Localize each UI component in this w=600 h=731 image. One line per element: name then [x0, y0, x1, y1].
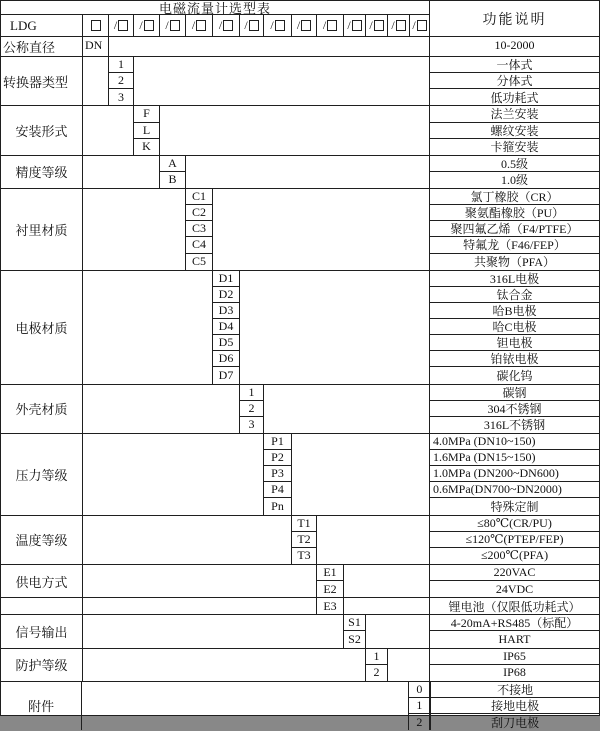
code-cell: D4	[213, 319, 239, 335]
code-cell: B	[168, 172, 177, 187]
desc-cell: 哈B电极	[430, 303, 599, 319]
desc-cell: 10-2000	[494, 37, 535, 52]
code-cell: P4	[264, 482, 291, 498]
group-label-housing-material: 外壳材质	[1, 385, 83, 433]
code-cell: C1	[186, 189, 212, 205]
group-label-accuracy: 精度等级	[1, 156, 83, 188]
model-code-box: /	[344, 15, 366, 36]
desc-cell: 锂电池（仅限低功耗式）	[448, 599, 581, 614]
code-cell: T2	[292, 532, 316, 548]
blank-box-icon	[144, 20, 154, 31]
desc-cell: 304不锈钢	[430, 401, 599, 417]
code-cell: E3	[323, 598, 337, 613]
blank-box-icon	[327, 20, 337, 31]
code-cell: T3	[297, 548, 311, 563]
model-code-box: /	[264, 15, 292, 36]
section-liner-material	[1, 189, 599, 271]
code-cell: P3	[264, 466, 291, 482]
code-cell: S1	[344, 615, 365, 631]
code-cell: C2	[186, 205, 212, 221]
code-cell: D7	[218, 367, 234, 382]
function-column-header: 功能说明	[482, 12, 547, 28]
section-accuracy	[1, 156, 599, 189]
desc-cell: 碳化钨	[496, 368, 533, 383]
blank-box-icon	[352, 20, 362, 31]
group-label-signal-output: 信号输出	[1, 615, 83, 647]
section-converter-type	[1, 57, 599, 106]
code-cell: C5	[191, 254, 206, 269]
blank-box-icon	[396, 20, 406, 31]
model-code-box: /	[109, 15, 134, 36]
section-electrode-material	[1, 271, 599, 385]
desc-cell: 0.5级	[430, 156, 599, 172]
model-code-box: /	[186, 15, 213, 36]
desc-cell: 卡箍安装	[490, 140, 539, 155]
section-housing-material	[1, 385, 599, 434]
section-protection	[1, 649, 599, 682]
section-installation	[1, 106, 599, 155]
desc-cell: 刮刀电极	[491, 715, 540, 730]
code-cell: C3	[186, 221, 212, 237]
code-cell: 1	[109, 57, 133, 73]
desc-cell: 316L电极	[430, 271, 599, 287]
model-code-row	[1, 15, 429, 36]
blank-box-icon	[170, 20, 180, 31]
desc-cell: 0.6MPa(DN700~DN2000)	[430, 482, 599, 498]
group-label-liner-material: 衬里材质	[1, 189, 83, 270]
desc-cell: 220VAC	[430, 565, 599, 581]
section-diameter	[1, 37, 599, 57]
model-code-box: /	[366, 15, 388, 36]
group-label-temperature: 温度等级	[1, 516, 83, 564]
model-code-box: /	[388, 15, 410, 36]
desc-cell: IP68	[503, 665, 526, 680]
model-code-box	[83, 15, 109, 36]
code-cell: 3	[118, 89, 124, 104]
code-cell: D1	[213, 271, 239, 287]
code-cell: P2	[264, 450, 291, 466]
group-label-protection: 防护等级	[1, 649, 83, 681]
model-code-box: /	[317, 15, 344, 36]
blank-box-icon	[374, 20, 384, 31]
desc-cell: 接地电极	[431, 698, 599, 714]
desc-cell: 316L不锈钢	[483, 418, 546, 433]
group-label-converter-type: 转换器类型	[1, 57, 83, 105]
model-code-box: /	[134, 15, 160, 36]
blank-box-icon	[249, 20, 259, 31]
code-cell: E1	[317, 565, 343, 581]
group-label-empty	[1, 598, 83, 614]
section-temperature	[1, 516, 599, 565]
desc-cell: ≤120℃(PTEP/FEP)	[430, 532, 599, 548]
code-cell: 3	[248, 417, 255, 432]
group-label-accessories: 附件	[1, 682, 82, 730]
model-prefix: LDG	[1, 15, 83, 36]
desc-cell: 螺纹安装	[430, 123, 599, 139]
table-header	[1, 1, 599, 37]
desc-cell: 不接地	[431, 682, 599, 698]
group-label-diameter: 公称直径	[1, 37, 83, 56]
code-cell: 1	[366, 649, 387, 665]
desc-cell: 法兰安装	[430, 106, 599, 122]
code-cell: 0	[409, 682, 429, 698]
code-cell: L	[134, 123, 159, 139]
blank-box-icon	[118, 20, 128, 31]
code-cell: 2	[240, 401, 263, 417]
code-cell: P1	[264, 434, 291, 450]
model-code-box: /	[410, 15, 429, 36]
model-code-box: /	[292, 15, 317, 36]
code-cell: A	[160, 156, 185, 172]
blank-box-icon	[275, 20, 285, 31]
code-cell: E2	[323, 581, 337, 596]
desc-cell: 碳钢	[430, 385, 599, 401]
section-power-supply-battery	[1, 598, 599, 615]
code-cell: 1	[409, 698, 429, 714]
blank-box-icon	[196, 20, 206, 31]
desc-cell: 24VDC	[495, 581, 534, 596]
desc-cell: ≤80℃(CR/PU)	[430, 516, 599, 532]
blank-box-icon	[417, 20, 427, 31]
desc-cell: 共聚物（PFA）	[473, 255, 556, 270]
code-cell: Pn	[271, 498, 284, 513]
code-cell: K	[142, 139, 151, 154]
group-label-installation: 安装形式	[1, 106, 83, 154]
code-cell: 2	[416, 714, 423, 729]
code-cell: S2	[348, 631, 361, 646]
model-code-box: /	[240, 15, 264, 36]
blank-box-icon	[223, 20, 233, 31]
desc-cell: 哈C电极	[430, 319, 599, 335]
desc-cell: 聚四氟乙烯（F4/PTFE）	[430, 221, 599, 237]
code-cell: D3	[213, 303, 239, 319]
desc-cell: 铂铱电极	[430, 351, 599, 367]
code-cell: 2	[373, 665, 380, 680]
code-cell: D5	[213, 335, 239, 351]
desc-cell: 特殊定制	[490, 499, 539, 514]
desc-cell: 低功耗式	[490, 90, 539, 105]
model-code-box: /	[213, 15, 240, 36]
code-cell: F	[134, 106, 159, 122]
section-accessories	[1, 682, 599, 730]
desc-cell: 4.0MPa (DN10~150)	[430, 434, 599, 450]
desc-cell: IP65	[430, 649, 599, 665]
page-title: 电磁流量计选型表	[1, 1, 429, 15]
desc-cell: 分体式	[430, 73, 599, 89]
desc-cell: 钽电极	[430, 335, 599, 351]
desc-cell: 1.0级	[500, 173, 528, 188]
code-cell: D2	[213, 287, 239, 303]
code-cell: 2	[109, 73, 133, 89]
code-cell: 1	[240, 385, 263, 401]
desc-cell: 特氟龙（F46/FEP）	[430, 237, 599, 253]
blank-box-icon	[91, 20, 101, 31]
section-power-supply	[1, 565, 599, 598]
group-label-pressure: 压力等级	[1, 434, 83, 515]
model-code-box: /	[160, 15, 186, 36]
group-label-electrode-material: 电极材质	[1, 271, 83, 384]
desc-cell: 氯丁橡胶（CR）	[430, 189, 599, 205]
desc-cell: ≤200℃(PFA)	[480, 548, 549, 563]
code-cell: C4	[186, 237, 212, 253]
desc-cell: HART	[498, 631, 531, 646]
desc-cell: 1.0MPa (DN200~DN600)	[430, 466, 599, 482]
desc-cell: 一体式	[430, 57, 599, 73]
section-signal-output	[1, 615, 599, 648]
blank-box-icon	[301, 20, 311, 31]
group-label-power-supply: 供电方式	[1, 565, 83, 597]
section-pressure	[1, 434, 599, 516]
code-cell: D6	[213, 351, 239, 367]
desc-cell: 钛合金	[430, 287, 599, 303]
code-cell: T1	[292, 516, 316, 532]
desc-cell: 4-20mA+RS485（标配）	[430, 615, 599, 631]
desc-cell: 聚氨酯橡胶（PU）	[430, 205, 599, 221]
code-cell: DN	[85, 37, 103, 52]
desc-cell: 1.6MPa (DN15~150)	[430, 450, 599, 466]
